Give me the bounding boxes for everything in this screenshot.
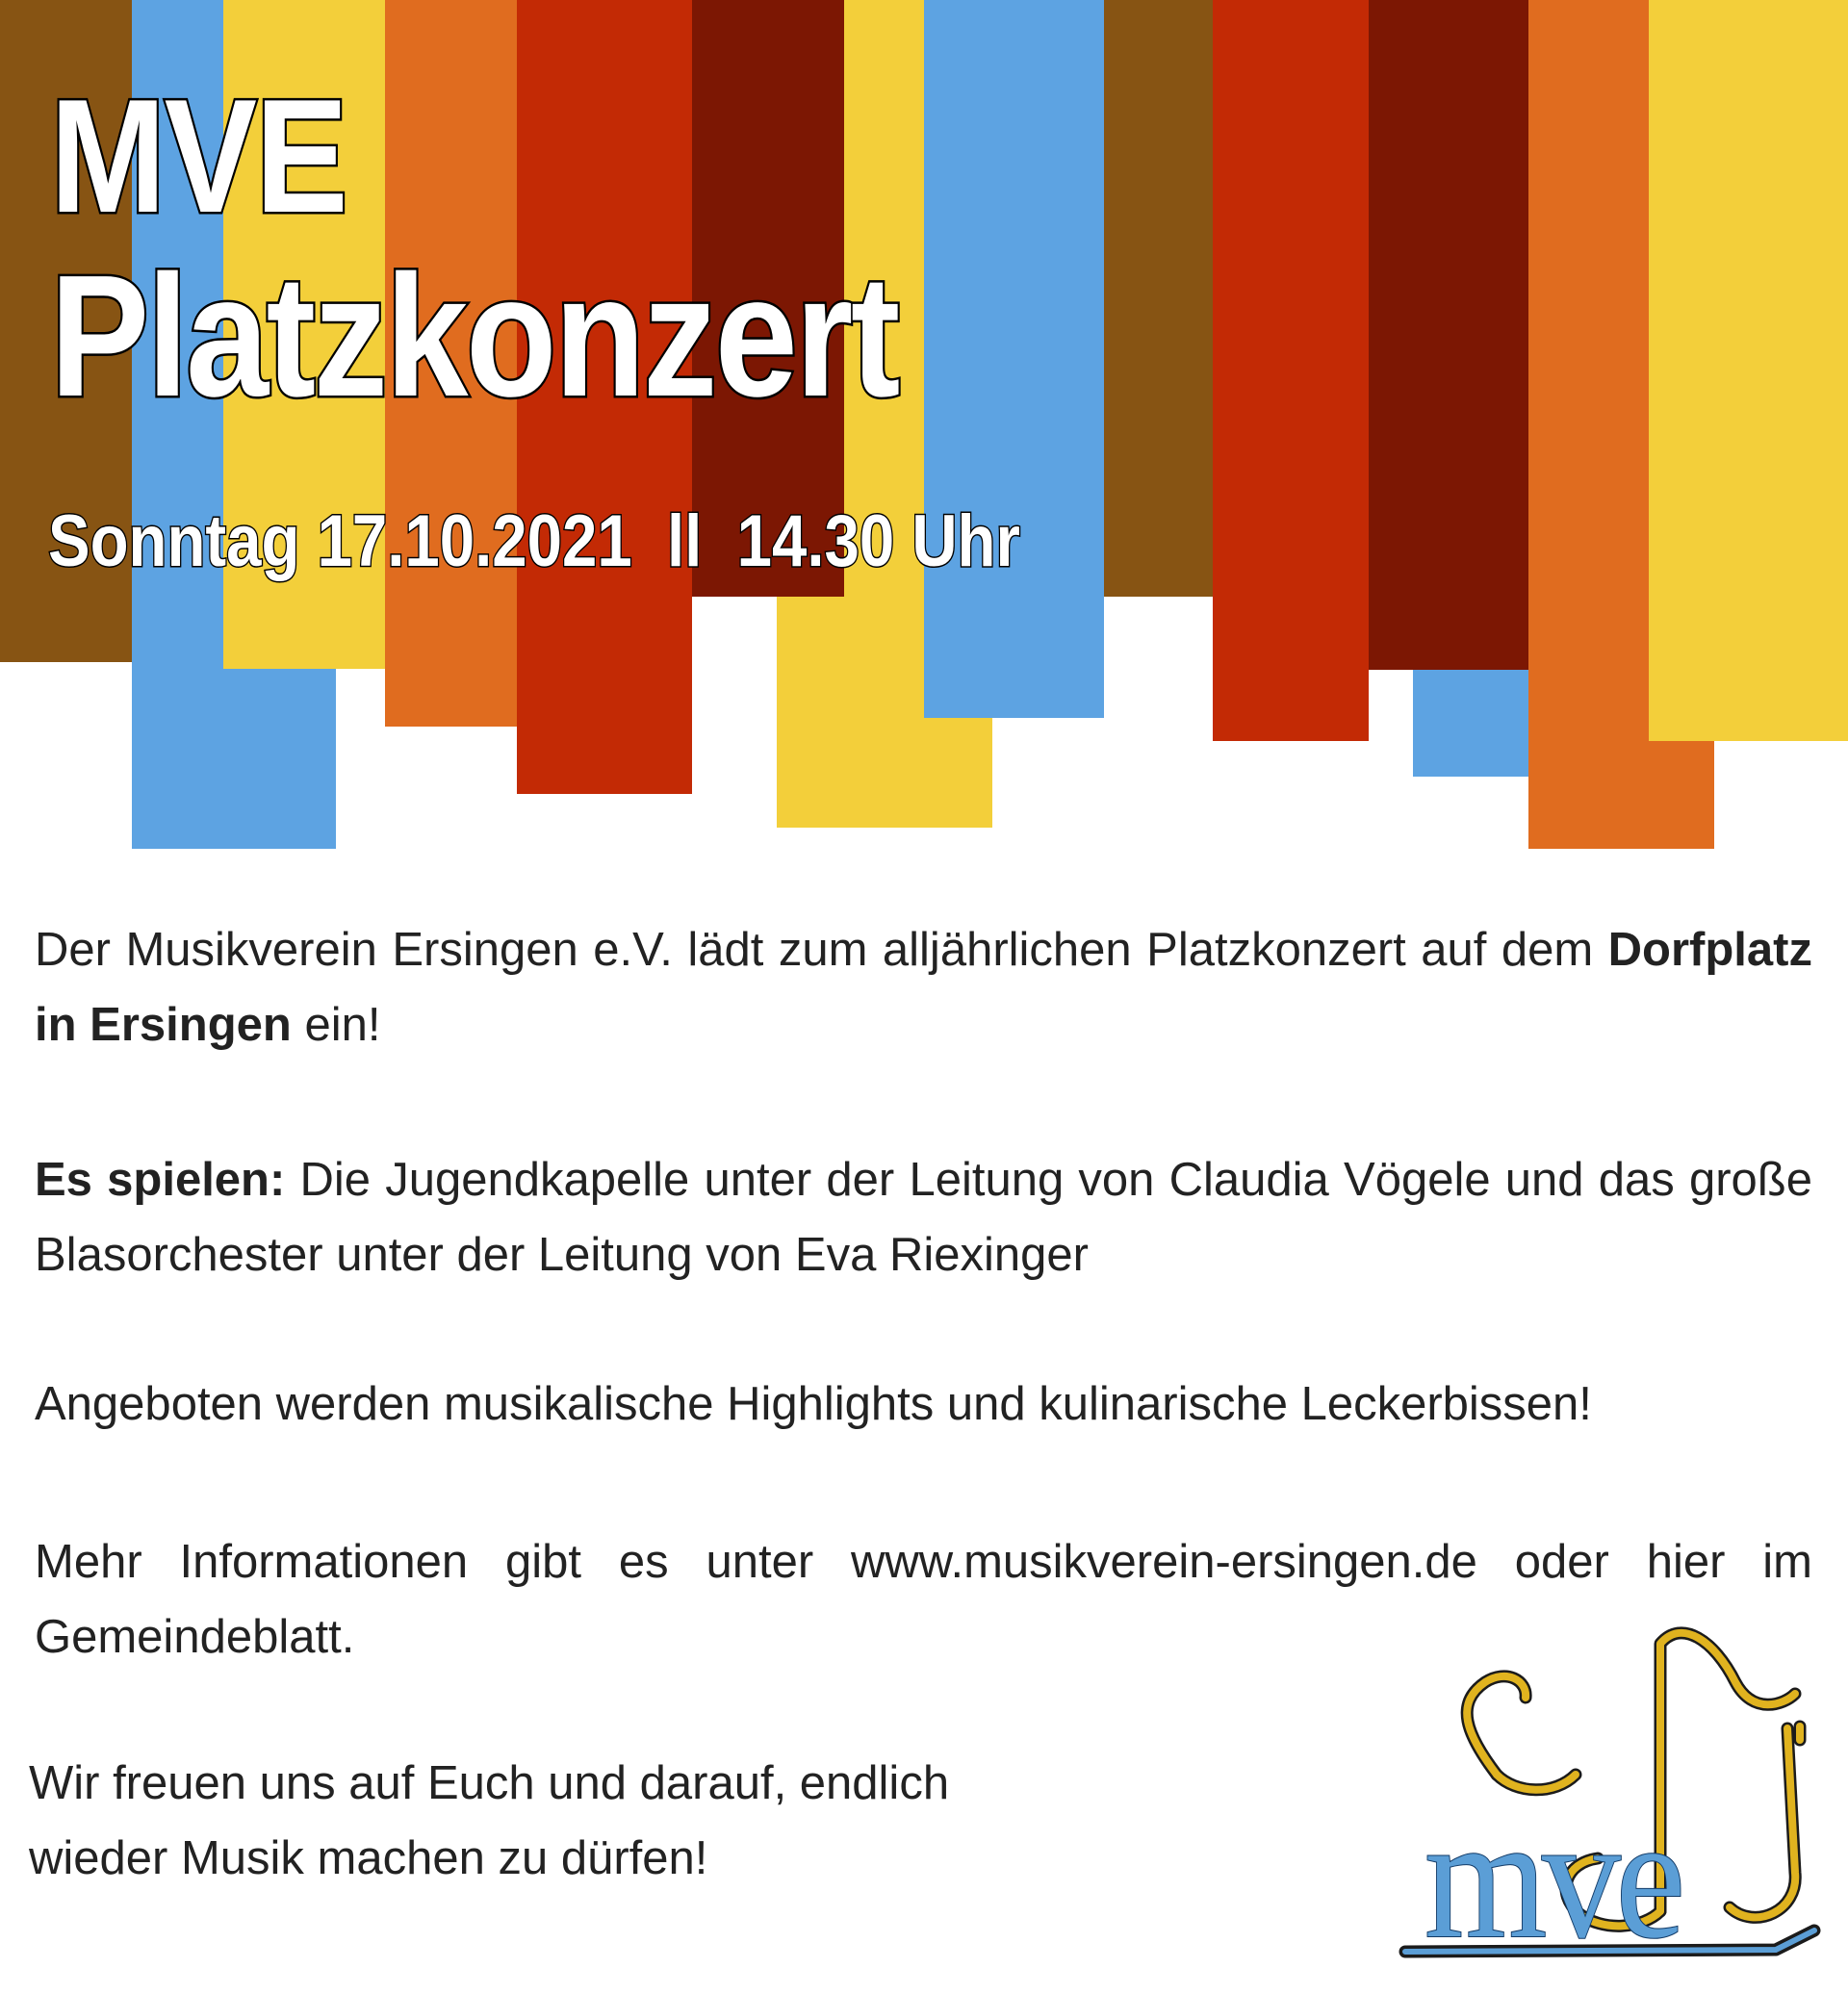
logo-text: mve [1424, 1781, 1681, 1975]
offer-paragraph: Angeboten werden musikalische Highlights und kulinarische Leckerbissen! [35, 1378, 1592, 1430]
location-bold: Dorfplatz in Ersingen [35, 924, 1812, 1051]
event-date-time: Sonntag 17.10.2021 ll 14.30 Uhr [48, 500, 1020, 582]
logo-gold-stroke [1660, 1633, 1795, 1911]
logo-gold-stroke [1730, 1728, 1795, 1917]
closing-paragraph [29, 1746, 1184, 1896]
title-platzkonzert: Platzkonzert [50, 240, 898, 433]
closing-line-2: wieder Musik machen zu dürfen! [29, 1832, 708, 1884]
info-paragraph: Mehr Informationen gibt es unter www.musikverein-ersingen.de oder hier im Gemeindeblatt. [35, 1536, 1812, 1663]
performers-text: Die Jugendkapelle unter der Leitung von Claudia Vögele und das große Blasorchester unter der Leitung von Eva Riexinger [35, 1154, 1812, 1281]
stripe-red-2 [1213, 0, 1369, 741]
stripe-yellow-3 [1649, 0, 1848, 741]
stripe-brown-2 [1104, 0, 1213, 597]
closing-line-1: Wir freuen uns auf Euch und darauf, endlich [29, 1757, 950, 1809]
performers-label: Es spielen: [35, 1154, 286, 1206]
performers-paragraph [35, 1142, 1812, 1292]
logo-gold-stroke [1467, 1676, 1526, 1775]
mve-logo [1372, 1623, 1824, 1975]
invitation-paragraph [35, 912, 1812, 1062]
invitation-text: Der Musikverein Ersingen e.V. lädt zum alljährlichen Platzkonzert auf dem [35, 924, 1608, 976]
stripe-blue-2 [924, 0, 1104, 718]
title-mve: MVE [50, 65, 346, 246]
invitation-end: ein! [291, 999, 381, 1051]
